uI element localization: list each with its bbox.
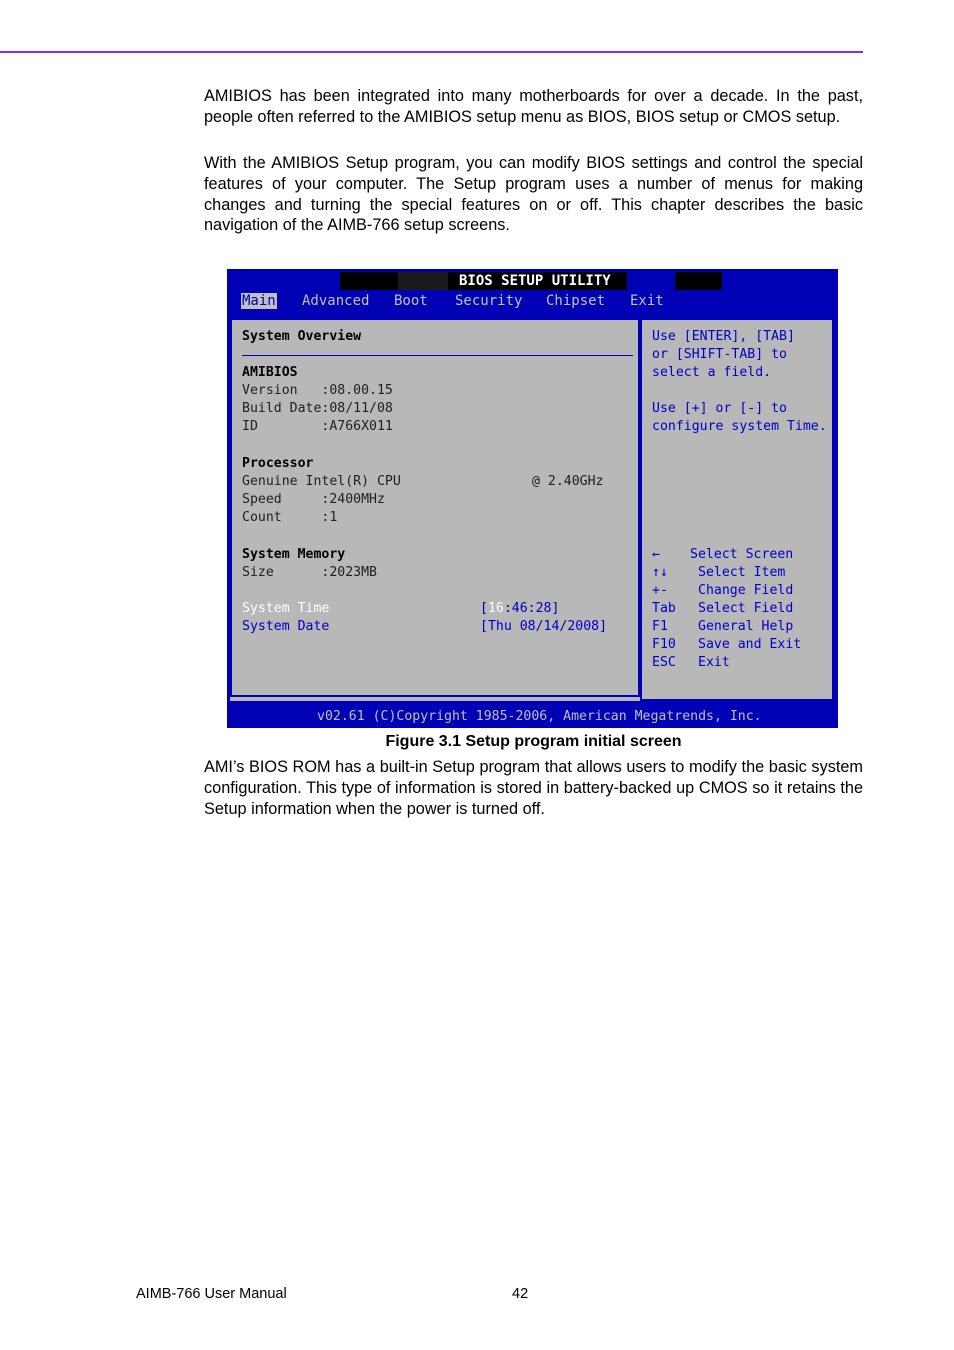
menu-exit[interactable]: Exit [630,293,664,309]
help-line: Use [ENTER], [TAB] [652,329,795,344]
bios-version: Version :08.00.15 [242,383,393,398]
bios-help-panel [642,318,834,701]
key-plus-minus: +- [652,583,668,598]
key-desc: Exit [698,655,730,670]
bios-copyright: v02.61 (C)Copyright 1985-2006, American Megatrends, Inc. [317,709,762,724]
memory-size: Size :2023MB [242,565,377,580]
system-date-label[interactable]: System Date [242,619,330,634]
figure-caption: Figure 3.1 Setup program initial screen [385,733,682,750]
key-f10: F10 [652,637,676,652]
amibios-heading: AMIBIOS [242,365,298,380]
manual-title: AIMB-766 User Manual [136,1286,287,1302]
system-overview-heading: System Overview [242,329,362,344]
cpu-speed-tag: @ 2.40GHz [532,474,604,489]
menu-main[interactable]: Main [242,293,276,309]
bios-title: BIOS SETUP UTILITY [459,273,611,289]
help-line: select a field. [652,365,772,380]
key-desc: Save and Exit [698,637,802,652]
cpu-speed: Speed :2400MHz [242,492,385,507]
key-tab: Tab [652,601,676,616]
key-desc: Change Field [698,583,794,598]
help-line: Use [+] or [-] to [652,401,787,416]
header-rule [0,51,863,53]
processor-heading: Processor [242,456,314,471]
time-open-bracket: [ [480,601,488,616]
bios-main-area [230,318,834,701]
page-number: 42 [512,1286,529,1302]
titlebar-dark-block [398,272,448,290]
menu-security[interactable]: Security [455,293,523,309]
cpu-name: Genuine Intel(R) CPU [242,474,401,489]
time-hour-field[interactable]: 16 [487,601,504,616]
key-desc: General Help [698,619,794,634]
system-memory-heading: System Memory [242,547,346,562]
overview-separator [242,355,633,356]
system-time-value[interactable] [480,601,559,616]
key-f1: F1 [652,619,668,634]
key-esc: ESC [652,655,676,670]
cpu-count: Count :1 [242,510,338,525]
help-line: or [SHIFT-TAB] to [652,347,787,362]
outro-paragraph: AMI’s BIOS ROM has a built-in Setup program that allows users to modify the basic system configuration. This type of information is stored in battery-backed up CMOS so it retains the Setup information when the power is turned off. [204,758,863,818]
time-rest: :46:28] [503,601,560,616]
help-line: configure system Time. [652,419,827,434]
bios-screenshot [227,269,838,728]
key-left-arrow: ← [652,547,660,562]
titlebar-dark-block [340,272,398,290]
system-date-value[interactable]: [Thu 08/14/2008] [480,619,608,634]
bios-id: ID :A766X011 [242,419,393,434]
key-desc: Select Field [698,601,794,616]
bios-left-panel [230,318,640,697]
bios-build-date: Build Date:08/11/08 [242,401,393,416]
titlebar-dark-block [675,272,722,290]
key-desc: Select Screen [690,547,794,562]
intro-paragraph-1: AMIBIOS has been integrated into many motherboards for over a decade. In the past, people often referred to the AMIBIOS setup menu as BIOS, BIOS setup or CMOS setup. [204,87,863,126]
system-time-label[interactable]: System Time [242,601,330,616]
menu-advanced[interactable]: Advanced [302,293,370,309]
menu-chipset[interactable]: Chipset [546,293,606,309]
key-desc: Select Item [698,565,786,580]
menu-boot[interactable]: Boot [394,293,428,309]
key-up-down: ↑↓ [652,565,668,580]
intro-paragraph-2: With the AMIBIOS Setup program, you can modify BIOS settings and control the special features of your computer. The Setup program uses a number of menus for making changes and turning the special features on or off. This chapter describes the basic navigation of the AIMB-766 setup screens. [204,154,863,235]
